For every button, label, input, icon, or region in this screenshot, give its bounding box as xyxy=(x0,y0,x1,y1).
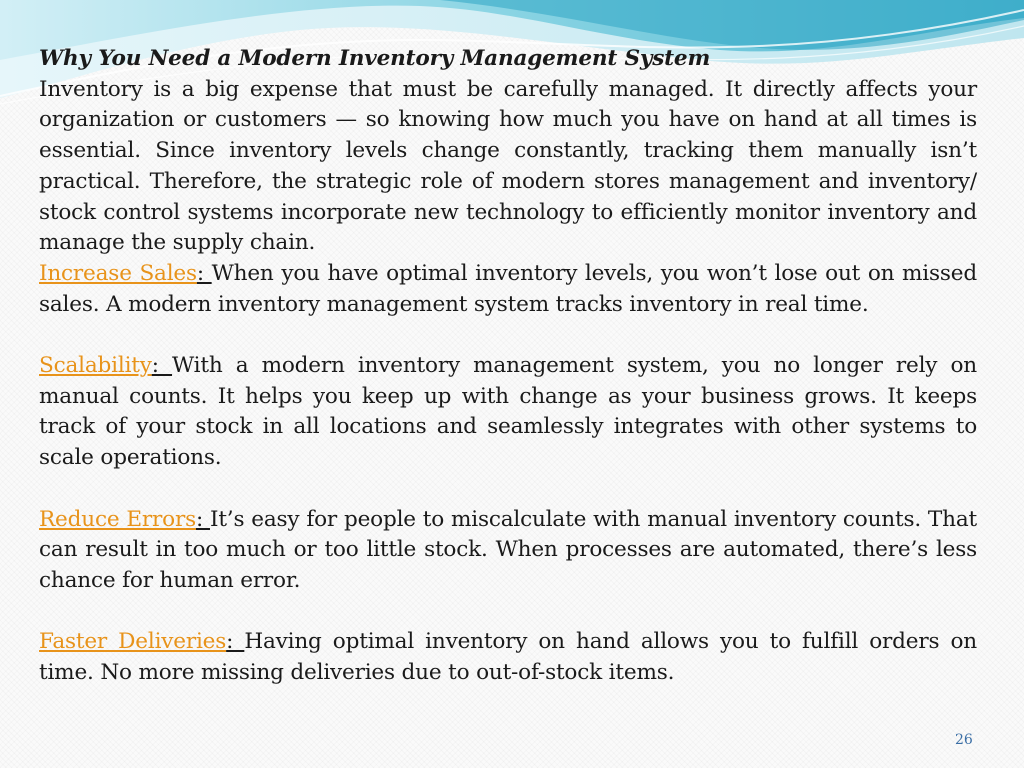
section-increase-sales xyxy=(39,259,977,320)
term-link[interactable]: Scalability xyxy=(39,353,152,379)
section-text: Having optimal inventory on hand allows you to fulfill orders on time. No more missing deliveries due to out-of-stock items. xyxy=(39,629,977,686)
section-text: With a modern inventory management system, you no longer rely on manual counts. It helps you keep up with change as your business grows. It keeps track of your stock in all locations and seamlessly integrates with other systems to scale operations. xyxy=(39,353,977,471)
section-scalability xyxy=(39,351,977,474)
page-number: 26 xyxy=(955,732,973,748)
section-faster-deliveries xyxy=(39,627,977,688)
slide-body xyxy=(39,44,977,689)
term-colon: : xyxy=(195,506,210,532)
term-colon: : xyxy=(226,629,245,655)
term-link[interactable]: Reduce Errors xyxy=(39,506,196,532)
section-reduce-errors xyxy=(39,505,977,597)
intro-paragraph: Inventory is a big expense that must be carefully managed. It directly affects your organization or customers — so knowing how much you have on hand at all times is essential. Since inventory levels change constantly, tracking them manually isn’t practical. Therefore, the strategic role of modern stores management and inventory/ stock control systems incorporate new technology to efficiently monitor inventory and manage the supply chain. xyxy=(39,76,977,256)
slide-title: Why You Need a Modern Inventory Management System xyxy=(39,46,711,71)
section-text: When you have optimal inventory levels, you won’t lose out on missed sales. A modern inventory management system tracks inventory in real time. xyxy=(39,260,977,317)
term-link[interactable]: Faster Deliveries xyxy=(39,629,227,655)
term-colon: : xyxy=(196,260,212,286)
term-colon: : xyxy=(151,353,173,379)
section-text: It’s easy for people to miscalculate with manual inventory counts. That can result in too much or too little stock. When processes are automated, there’s less chance for human error. xyxy=(39,506,977,593)
term-link[interactable]: Increase Sales xyxy=(39,260,197,286)
